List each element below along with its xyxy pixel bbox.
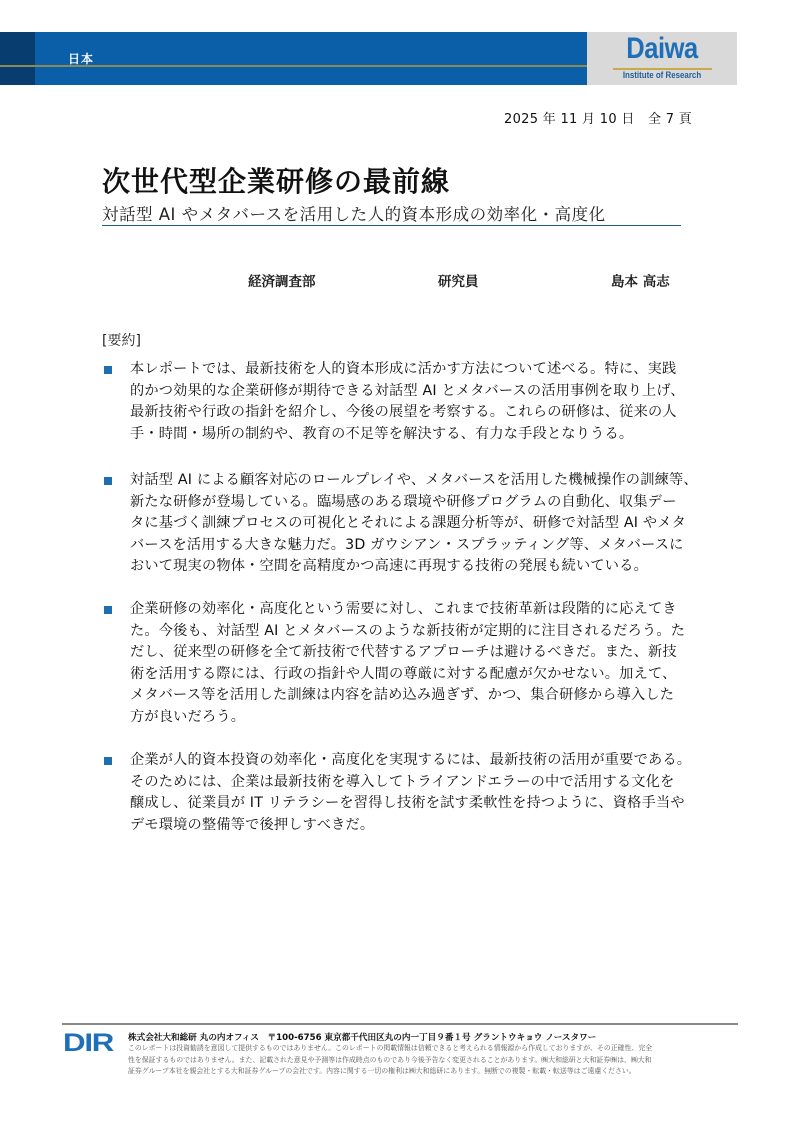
bullet-line: 企業が人的資本投資の効率化・高度化を実現するには、最新技術の活用が重要である。: [130, 752, 692, 768]
bullet-line: た。今後も、対話型 AI とメタバースのような新技術が定期的に注目されるだろう。た: [130, 622, 686, 639]
author-name: 島本 高志: [611, 274, 670, 290]
bullet-line: タに基づく訓練プロセスの可視化とそれによる課題分析等が、研修で対話型 AI やメタ: [130, 515, 687, 532]
bullet-line: デモ環境の整備等で後押しすべきだ。: [130, 816, 375, 833]
dir-logo: DIR: [63, 1029, 114, 1057]
header-blue-band: [35, 32, 587, 85]
bullet-line: 方が良いだろう。: [130, 708, 246, 725]
square-bullet-icon: [104, 366, 112, 374]
daiwa-logo-word: Daiwa: [626, 32, 698, 65]
header-band: [0, 32, 737, 85]
bullet-text: [130, 599, 700, 729]
header-dark-strip: [0, 32, 35, 85]
title-divider: [102, 225, 681, 226]
bullet-line: 醸成し、従業員が IT リテラシーを習得し技術を試す柔軟性を持つように、資格手当や: [130, 795, 685, 812]
author-role: 研究員: [438, 274, 479, 290]
bullet-line: 本レポートでは、最新技術を人的資本形成に活かす方法について述べる。特に、実践: [130, 361, 677, 377]
bullet-line: バースを活用する大きな魅力だ。3D ガウシアン・スプラッティング等、メタバースに: [130, 536, 684, 553]
disclaimer-line: このレポートは投資勧誘を意図して提供するものではありません。このレポートの掲載情報は信頼できると考えられる情報源から作成しておりますが、その正確性、完全: [128, 1044, 653, 1052]
disclaimer-line: 証券グループ本社を親会社とする大和証券グループの会社です。内容に関する一切の権利は㈱大和総研にあります。無断での複製・転載・転送等はご遠慮ください。: [128, 1067, 636, 1075]
publish-date: 2025 年 11 月 10 日 全 7 頁: [504, 112, 692, 127]
page-subtitle: 対話型 AI やメタバースを活用した人的資本形成の効率化・高度化: [102, 205, 606, 224]
bullet-line: おいて現実の物体・空間を高精度かつ高速に再現する技術の発展も続いている。: [130, 558, 648, 575]
bullet-text: [130, 359, 700, 445]
footer-office-address: 株式会社大和総研 丸の内オフィス 〒100-6756 東京都千代田区丸の内一丁目９番１号 グラントウキョウ ノースタワー: [128, 1033, 597, 1043]
square-bullet-icon: [104, 606, 112, 614]
bullet-text: [130, 470, 700, 578]
footer-divider: [62, 1023, 738, 1025]
page-title: 次世代型企業研修の最前線: [102, 165, 451, 198]
daiwa-logo: [587, 32, 737, 85]
bullet-line: 手・時間・場所の制約や、教育の不足等を解決する、有力な手段となりうる。: [130, 425, 634, 442]
bullet-line: 新たな研修が登場している。臨場感のある環境や研修プログラムの自動化、収集デー: [130, 493, 677, 510]
bullet-text: [130, 750, 700, 836]
author-department: 経済調査部: [248, 274, 316, 290]
summary-heading: [要約]: [102, 333, 141, 349]
bullet-line: 最新技術や行政の指針を紹介し、今後の展望を考察する。これらの研修は、従来の人: [130, 404, 677, 421]
region-label: 日本: [68, 52, 95, 66]
square-bullet-icon: [104, 477, 112, 485]
bullet-line: 的かつ効果的な企業研修が期待できる対話型 AI とメタバースの活用事例を取り上げ、: [130, 382, 685, 399]
bullet-line: 企業研修の効率化・高度化という需要に対し、これまで技術革新は段階的に応えてき: [130, 601, 677, 617]
bullet-line: メタバース等を活用した訓練は内容を詰め込み過ぎず、かつ、集合研修から導入した: [130, 687, 675, 704]
bullet-line: そのためには、企業は最新技術を導入してトライアンドエラーの中で活用する文化を: [130, 773, 675, 790]
footer-disclaimer: [128, 1043, 740, 1078]
disclaimer-line: 性を保証するものではありません。また、記載された意見や予測等は作成時点のものであり今後予告なく変更されることがあります。㈱大和総研と大和証券㈱は、㈱大和: [128, 1055, 652, 1064]
bullet-line: 対話型 AI による顧客対応のロールプレイや、メタバースを活用した機械操作の訓練等、: [130, 472, 698, 488]
bullet-line: だし、従来型の研修を全て新技術で代替するアプローチは避けるべきだ。また、新技: [130, 644, 677, 661]
bullet-line: 術を活用する際には、行政の指針や人間の尊厳に対する配慮が欠かせない。加えて、: [130, 665, 677, 682]
daiwa-logo-subtitle: Institute of Research: [622, 70, 702, 80]
square-bullet-icon: [104, 757, 112, 765]
